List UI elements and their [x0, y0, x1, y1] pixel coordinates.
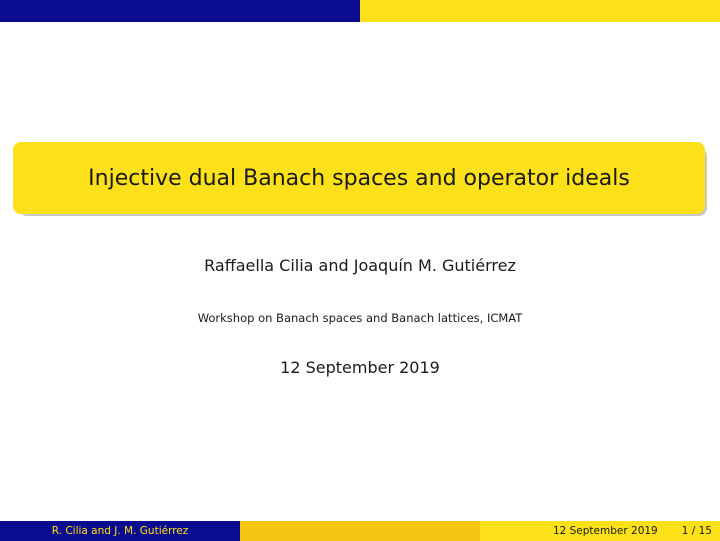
footer-middle-segment: [240, 521, 480, 541]
footer-authors: [0, 521, 240, 541]
footer-authors-text: R. Cilia and J. M. Gutiérrez: [51, 525, 189, 537]
footer-bar: [0, 521, 720, 541]
date-line: 12 September 2019: [280, 358, 440, 377]
authors-line: Raffaella Cilia and Joaquín M. Gutiérrez: [204, 256, 516, 275]
slide-title: Injective dual Banach spaces and operator ideals: [13, 142, 705, 214]
footer-right-segment: [480, 521, 720, 541]
footer-date: 12 September 2019: [552, 525, 658, 537]
event-line: Workshop on Banach spaces and Banach lattices, ICMAT: [197, 311, 523, 325]
title-block: [13, 142, 707, 216]
top-header-bar: [0, 0, 720, 22]
top-bar-left-segment: [0, 0, 360, 22]
footer-page-number: 1 / 15: [681, 525, 712, 537]
top-bar-right-segment: [360, 0, 720, 22]
